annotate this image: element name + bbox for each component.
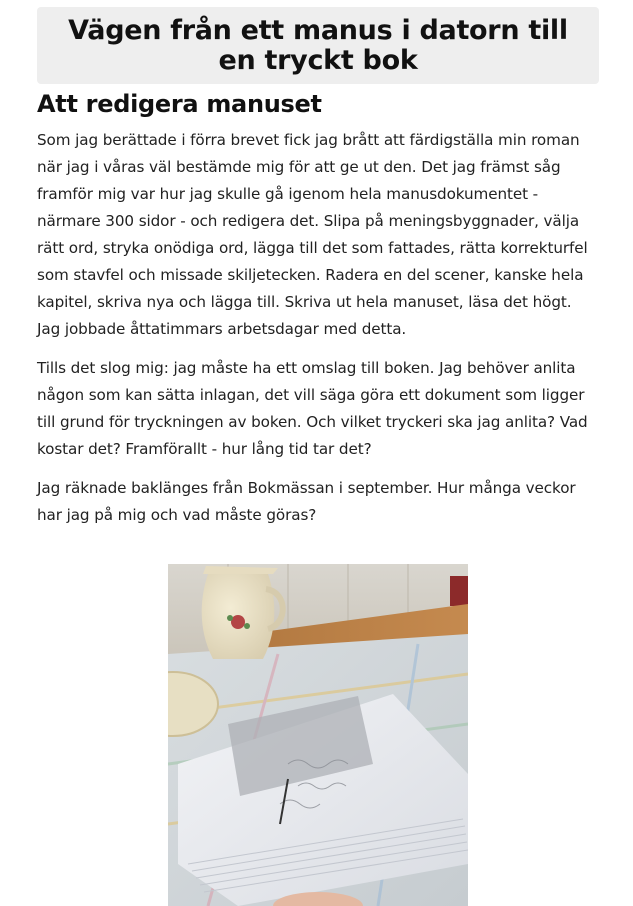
page-title: Vägen från ett manus i datorn till en tryckt bok (68, 14, 568, 76)
paragraph: Jag räknade baklänges från Bokmässan i september. Hur många veckor har jag på mig och vad måste göras? (37, 479, 576, 524)
manuscript-photo (168, 564, 468, 906)
article-body (37, 127, 599, 541)
title-banner (37, 7, 599, 84)
paragraph: Tills det slog mig: jag måste ha ett omslag till boken. Jag behöver anlita någon som kan sätta inlagan, det vill säga göra ett dokument som ligger till grund för tryckningen av boken. Och vilket tryckeri ska jag anlita? Vad kostar det? Framförallt - hur lång tid tar det? (37, 359, 588, 458)
paragraph: Som jag berättade i förra brevet fick jag brått att färdigställa min roman när jag i våras väl bestämde mig för att ge ut den. Det jag främst såg framför mig var hur jag skulle gå igenom hela manusdokumentet - närmare 300 sidor - och redigera det. Slipa på meningsbyggnader, välja rätt ord, stryka onödiga ord, lägga till det som fattades, rätta korrekturfel som stavfel och missade skiljetecken. Radera en del scener, kanske hela kapitel, skriva nya och lägga till. Skriva ut hela manuset, läsa det högt. Jag jobbade åttatimmars arbetsdagar med detta. (37, 131, 588, 338)
section-heading: Att redigera manuset (37, 90, 322, 118)
